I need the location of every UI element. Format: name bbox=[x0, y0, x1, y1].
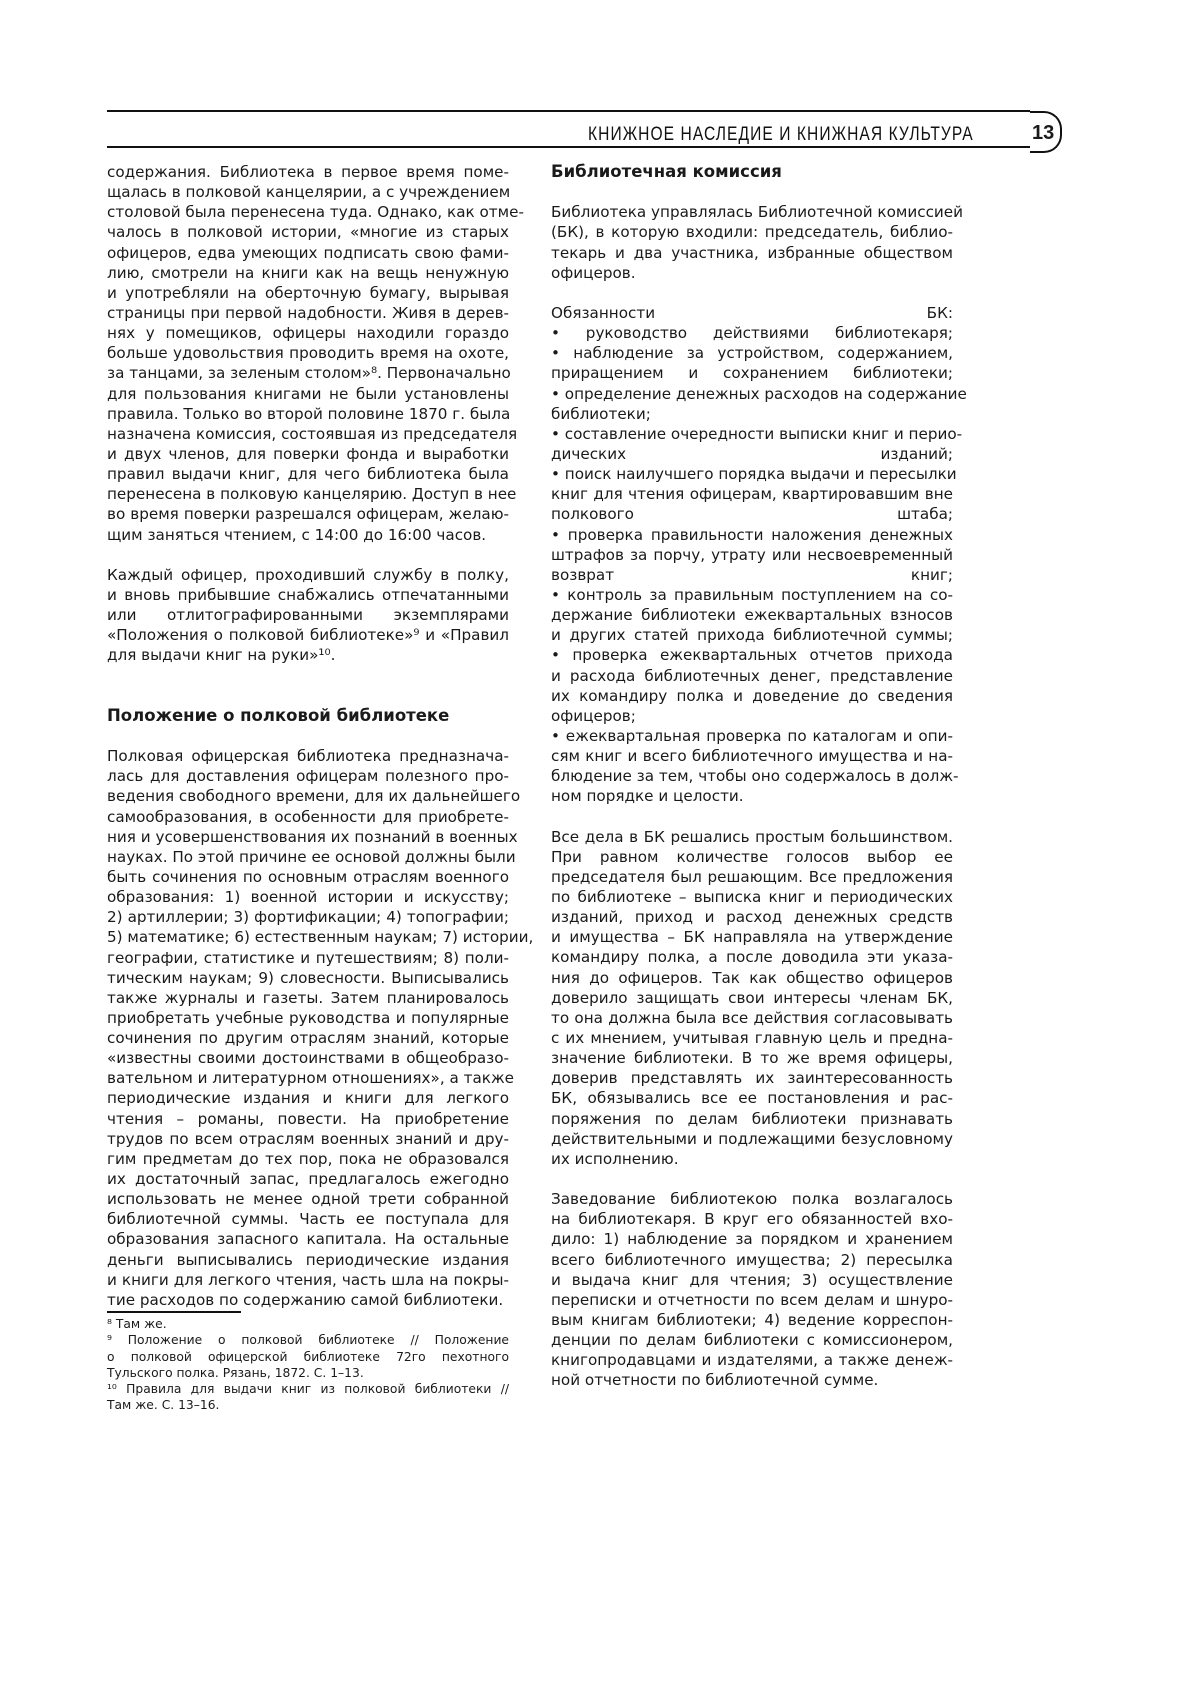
footnote bbox=[107, 1381, 509, 1414]
text-line: на библиотекаря. В круг его обязанностей вхо- bbox=[551, 1209, 953, 1229]
paragraph-gap bbox=[551, 283, 953, 303]
text-line: (БК), в которую входили: председатель, библио- bbox=[551, 222, 953, 242]
footnote-line: Тульского полка. Рязань, 1872. С. 1–13. bbox=[107, 1365, 509, 1381]
running-header: КНИЖНОЕ НАСЛЕДИЕ И КНИЖНАЯ КУЛЬТУРА bbox=[588, 124, 974, 146]
text-line: для выдачи книг на руки»¹⁰. bbox=[107, 645, 509, 665]
text-line: 2) артиллерии; 3) фортификации; 4) топографии; bbox=[107, 907, 509, 927]
text-line: приращением и сохранением библиотеки; bbox=[551, 363, 953, 383]
text-line: их командиру полка и доведение до сведения bbox=[551, 686, 953, 706]
text-line: тическим наукам; 9) словесности. Выписывались bbox=[107, 968, 509, 988]
text-line: дило: 1) наблюдение за порядком и хранением bbox=[551, 1229, 953, 1249]
text-line: При равном количестве голосов выбор ее bbox=[551, 847, 953, 867]
paragraph bbox=[551, 202, 953, 283]
text-line: географии, статистике и путешествиям; 8) поли- bbox=[107, 948, 509, 968]
footnote-line: ¹⁰ Правила для выдачи книг из полковой библиотеки // bbox=[107, 1381, 509, 1397]
text-line: гим предметам до тех пор, пока не образовался bbox=[107, 1149, 509, 1169]
text-line: самообразования, в особенности для приобрете- bbox=[107, 807, 509, 827]
text-line: БК, обязывались все ее постановления и рас- bbox=[551, 1088, 953, 1108]
text-line: образования запасного капитала. На остальные bbox=[107, 1229, 509, 1249]
text-line: ния до офицеров. Так как общество офицеров bbox=[551, 968, 953, 988]
text-line: блюдение за тем, чтобы оно содержалось в долж- bbox=[551, 766, 953, 786]
text-line: и вновь прибывшие снабжались отпечатанными bbox=[107, 585, 509, 605]
text-line: • наблюдение за устройством, содержанием, bbox=[551, 343, 953, 363]
text-line: поряжения по делам библиотеки признавать bbox=[551, 1109, 953, 1129]
text-line: и других статей прихода библиотечной суммы; bbox=[551, 625, 953, 645]
text-line: держание библиотеки ежеквартальных взносов bbox=[551, 605, 953, 625]
text-line: • проверка ежеквартальных отчетов прихода bbox=[551, 645, 953, 665]
text-line: действительными и подлежащими безусловному bbox=[551, 1129, 953, 1149]
paragraph bbox=[107, 746, 509, 1310]
text-line: «известны своими достоинствами в общеобразо- bbox=[107, 1048, 509, 1068]
footnote-line: ⁸ Там же. bbox=[107, 1316, 509, 1332]
paragraph-gap bbox=[107, 545, 509, 565]
text-line: также журналы и газеты. Затем планировалось bbox=[107, 988, 509, 1008]
text-line: для пользования книгами не были установлены bbox=[107, 384, 509, 404]
text-line: с их мнением, учитывая главную цель и предна- bbox=[551, 1028, 953, 1048]
text-line: доверило защищать свои интересы членам БК, bbox=[551, 988, 953, 1008]
text-line: назначена комиссия, состоявшая из председателя bbox=[107, 424, 509, 444]
right-column bbox=[551, 162, 953, 1391]
text-line: и двух членов, для поверки фонда и выработки bbox=[107, 444, 509, 464]
text-line: сям книг и всего библиотечного имущества и на- bbox=[551, 746, 953, 766]
paragraph bbox=[107, 162, 509, 545]
text-line: ной отчетности по библиотечной сумме. bbox=[551, 1370, 953, 1390]
text-line: нях у помещиков, офицеры находили гораздо bbox=[107, 323, 509, 343]
text-line: и выдача книг для чтения; 3) осуществление bbox=[551, 1270, 953, 1290]
text-line: офицеров. bbox=[551, 263, 953, 283]
page-number: 13 bbox=[1032, 122, 1054, 145]
text-line: правил выдачи книг, для чего библиотека была bbox=[107, 464, 509, 484]
text-line: страницы при первой надобности. Живя в дерев- bbox=[107, 303, 509, 323]
text-line: ния и усовершенствования их познаний в военных bbox=[107, 827, 509, 847]
text-line: чалось в полковой истории, «многие из старых bbox=[107, 222, 509, 242]
text-line: приобретать учебные руководства и популярные bbox=[107, 1008, 509, 1028]
text-line: • поиск наилучшего порядка выдачи и пересылки bbox=[551, 464, 953, 484]
text-line: ведения свободного времени, для их дальнейшего bbox=[107, 786, 509, 806]
text-line: текарь и два участника, избранные обществом bbox=[551, 243, 953, 263]
text-line: ном порядке и целости. bbox=[551, 786, 953, 806]
text-line: образования: 1) военной истории и искусству; bbox=[107, 887, 509, 907]
text-line: дических изданий; bbox=[551, 444, 953, 464]
text-line: командиру полка, а после доводила эти указа- bbox=[551, 947, 953, 967]
paragraph-gap bbox=[551, 1169, 953, 1189]
text-line: вательном и литературном отношениях», а также bbox=[107, 1068, 509, 1088]
text-line: по библиотеке – выписка книг и периодических bbox=[551, 887, 953, 907]
text-line: перенесена в полковую канцелярию. Доступ в нее bbox=[107, 484, 509, 504]
document-page bbox=[0, 0, 1200, 1697]
text-line: и расхода библиотечных денег, представление bbox=[551, 666, 953, 686]
text-line: и книги для легкого чтения, часть шла на покры- bbox=[107, 1270, 509, 1290]
text-line: полкового штаба; bbox=[551, 504, 953, 524]
text-line: их исполнению. bbox=[551, 1149, 953, 1169]
text-line: офицеров; bbox=[551, 706, 953, 726]
text-line: переписки и отчетности по всем делам и шнуро- bbox=[551, 1290, 953, 1310]
paragraph bbox=[551, 1189, 953, 1390]
text-line: книг для чтения офицерам, квартировавшим вне bbox=[551, 484, 953, 504]
section-heading: Положение о полковой библиотеке bbox=[107, 706, 509, 726]
text-line: • составление очередности выписки книг и перио- bbox=[551, 424, 953, 444]
text-line: доверив представлять их заинтересованность bbox=[551, 1068, 953, 1088]
paragraph bbox=[551, 303, 953, 807]
paragraph bbox=[107, 565, 509, 666]
footnote bbox=[107, 1316, 509, 1381]
text-line: лась для доставления офицерам полезного про- bbox=[107, 766, 509, 786]
text-line: тие расходов по содержанию самой библиотеки. bbox=[107, 1290, 509, 1310]
text-line: денции по делам библиотеки с комиссионером, bbox=[551, 1330, 953, 1350]
text-line: 5) математике; 6) естественным наукам; 7) истории, bbox=[107, 927, 509, 947]
text-line: и употребляли на оберточную бумагу, вырывая bbox=[107, 283, 509, 303]
text-line: офицеров, едва умеющих подписать свою фами- bbox=[107, 243, 509, 263]
text-line: всего библиотечного имущества; 2) пересылка bbox=[551, 1250, 953, 1270]
header-top-rule bbox=[107, 110, 1030, 112]
paragraph bbox=[551, 827, 953, 1169]
text-line: быть сочинения по основным отраслям военного bbox=[107, 867, 509, 887]
footnotes bbox=[107, 1316, 509, 1414]
text-line: использовать не менее одной трети собранной bbox=[107, 1189, 509, 1209]
text-line: сочинения по другим отраслям знаний, которые bbox=[107, 1028, 509, 1048]
text-line: Библиотека управлялась Библиотечной комиссией bbox=[551, 202, 953, 222]
text-line: деньги выписывались периодические издания bbox=[107, 1250, 509, 1270]
section-heading: Библиотечная комиссия bbox=[551, 162, 953, 182]
text-line: • определение денежных расходов на содержание bbox=[551, 384, 953, 404]
text-line: Заведование библиотекою полка возлагалось bbox=[551, 1189, 953, 1209]
text-line: или отлитографированными экземплярами bbox=[107, 605, 509, 625]
text-line: за танцами, за зеленым столом»⁸. Первоначально bbox=[107, 363, 509, 383]
text-line: председателя был решающим. Все предложения bbox=[551, 867, 953, 887]
footnote-line: Там же. С. 13–16. bbox=[107, 1397, 509, 1413]
text-line: значение библиотеки. В то же время офицеры, bbox=[551, 1048, 953, 1068]
paragraph-gap bbox=[551, 807, 953, 827]
header-bottom-rule bbox=[107, 146, 1030, 148]
text-line: во время поверки разрешался офицерам, желаю- bbox=[107, 504, 509, 524]
text-line: щалась в полковой канцелярии, а с учреждением bbox=[107, 182, 509, 202]
text-line: столовой была перенесена туда. Однако, как отме- bbox=[107, 202, 509, 222]
left-column bbox=[107, 162, 509, 1310]
paragraph-gap bbox=[107, 726, 509, 746]
footnote-line: ⁹ Положение о полковой библиотеке // Положение bbox=[107, 1332, 509, 1348]
text-line: • контроль за правильным поступлением на со- bbox=[551, 585, 953, 605]
paragraph-gap bbox=[107, 666, 509, 706]
text-line: Все дела в БК решались простым большинством. bbox=[551, 827, 953, 847]
text-line: периодические издания и книги для легкого bbox=[107, 1088, 509, 1108]
text-line: Каждый офицер, проходивший службу в полку, bbox=[107, 565, 509, 585]
footnote-rule bbox=[107, 1311, 241, 1313]
text-line: их достаточный запас, предлагалось ежегодно bbox=[107, 1169, 509, 1189]
text-line: Обязанности БК: bbox=[551, 303, 953, 323]
text-line: книгопродавцами и издателями, а также денеж- bbox=[551, 1350, 953, 1370]
text-line: библиотечной суммы. Часть ее поступала для bbox=[107, 1209, 509, 1229]
text-line: Полковая офицерская библиотека предназнача- bbox=[107, 746, 509, 766]
text-line: • проверка правильности наложения денежных bbox=[551, 525, 953, 545]
text-line: • ежеквартальная проверка по каталогам и опи- bbox=[551, 726, 953, 746]
text-line: щим заняться чтением, с 14:00 до 16:00 часов. bbox=[107, 525, 509, 545]
text-line: возврат книг; bbox=[551, 565, 953, 585]
text-line: библиотеки; bbox=[551, 404, 953, 424]
text-line: «Положения о полковой библиотеке»⁹ и «Правил bbox=[107, 625, 509, 645]
text-line: лию, смотрели на книги как на вещь ненужную bbox=[107, 263, 509, 283]
text-line: содержания. Библиотека в первое время поме- bbox=[107, 162, 509, 182]
text-line: вым книгам библиотеки; 4) ведение корреспон- bbox=[551, 1310, 953, 1330]
text-line: и имущества – БК направляла на утверждение bbox=[551, 927, 953, 947]
paragraph-gap bbox=[551, 182, 953, 202]
text-line: • руководство действиями библиотекаря; bbox=[551, 323, 953, 343]
text-line: трудов по всем отраслям военных знаний и дру- bbox=[107, 1129, 509, 1149]
text-line: то она должна была все действия согласовывать bbox=[551, 1008, 953, 1028]
footnote-line: о полковой офицерской библиотеке 72го пехотного bbox=[107, 1349, 509, 1365]
text-line: науках. По этой причине ее основой должны были bbox=[107, 847, 509, 867]
text-line: чтения – романы, повести. На приобретение bbox=[107, 1109, 509, 1129]
text-line: изданий, приход и расход денежных средств bbox=[551, 907, 953, 927]
text-line: больше удовольствия проводить время на охоте, bbox=[107, 343, 509, 363]
text-line: правила. Только во второй половине 1870 г. была bbox=[107, 404, 509, 424]
text-line: штрафов за порчу, утрату или несвоевременный bbox=[551, 545, 953, 565]
